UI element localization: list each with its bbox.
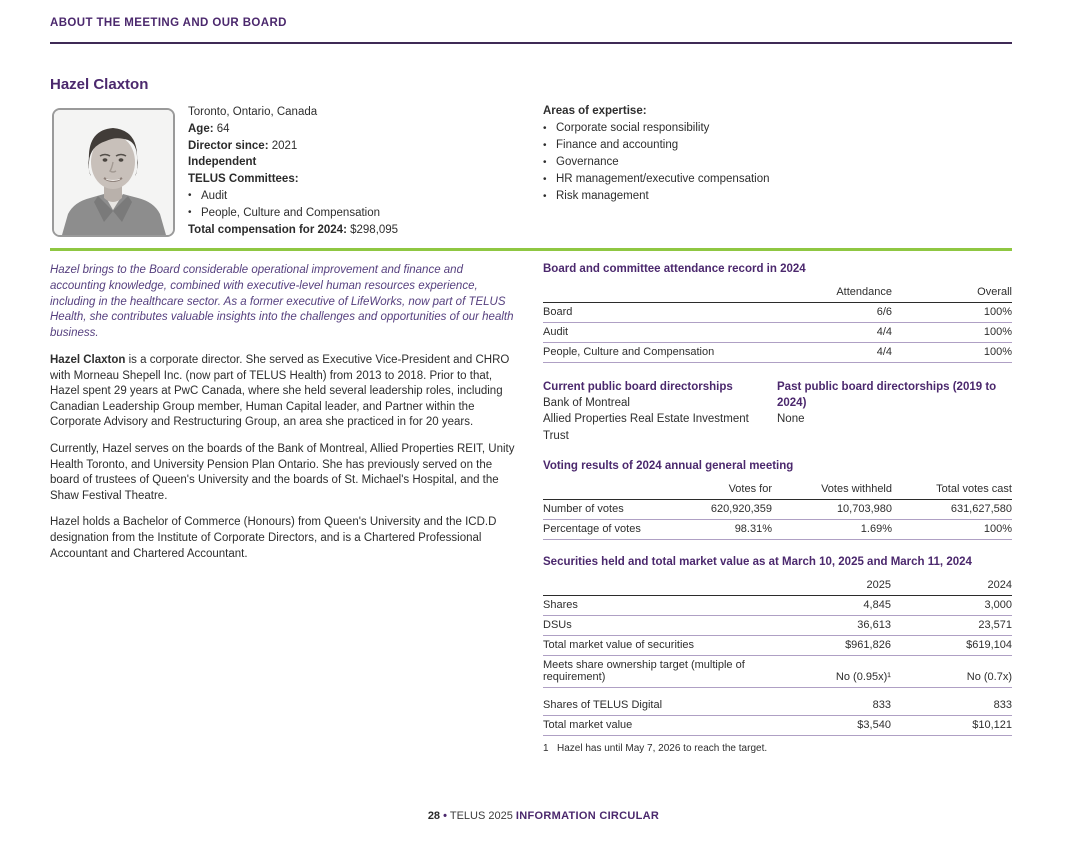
attendance-title: Board and committee attendance record in 2024 [543, 263, 806, 275]
independence: Independent [188, 156, 257, 169]
bullet-icon: • [543, 190, 547, 202]
data-column [543, 263, 1012, 754]
directorship-item: Allied Properties Real Estate Investment Trust [543, 413, 749, 442]
col-2025: 2025 [770, 576, 891, 596]
compensation-line: Total compensation for 2024: $298,095 [188, 223, 399, 236]
location: Toronto, Ontario, Canada [188, 106, 318, 118]
highlight-paragraph: Hazel brings to the Board considerable operational improvement and finance and accounting knowledge, combined with executive-level human resources experience, including in the healthcare sector. As a former executive of LifeWorks, now part of TELUS Health, she contributes valuable insights into the challenges and opportunities of our health business. [50, 264, 514, 340]
footnote-text: Hazel has until May 7, 2026 to reach the target. [557, 743, 768, 755]
director-photo [52, 108, 175, 237]
table-row: Audit 4/4 100% [543, 323, 1012, 343]
director-name: Hazel Claxton [50, 76, 149, 93]
col-votes-withheld: Votes withheld [772, 480, 892, 500]
past-directorships-title: Past public board directorships (2019 to 2024) [777, 381, 997, 410]
header-rule [50, 42, 1012, 44]
past-directorships [777, 379, 1012, 444]
table-header-row [543, 283, 1012, 303]
empty-header [543, 576, 770, 596]
table-row: DSUs 36,613 23,571 [543, 615, 1012, 635]
current-directorships-title: Current public board directorships [543, 381, 733, 393]
empty-header [543, 480, 660, 500]
section-divider-green [50, 248, 1012, 251]
expertise-item: • Corporate social responsibility [543, 121, 973, 138]
table-spacer-row [543, 687, 1012, 696]
table-row: Total market value of securities $961,826 $619,104 [543, 635, 1012, 655]
table-row: Number of votes 620,920,359 10,703,980 631,627,580 [543, 499, 1012, 519]
footnote [543, 743, 1012, 754]
directorship-item: Bank of Montreal [543, 397, 630, 410]
col-votes-for: Votes for [660, 480, 772, 500]
empty-header [543, 283, 772, 303]
current-directorships [543, 379, 777, 444]
col-attendance: Attendance [772, 283, 892, 303]
table-row: Board 6/6 100% [543, 303, 1012, 323]
expertise-label: Areas of expertise: [543, 105, 647, 117]
table-row: Percentage of votes 98.31% 1.69% 100% [543, 519, 1012, 539]
table-row: Shares 4,845 3,000 [543, 595, 1012, 615]
expertise-item: • HR management/executive compensation [543, 172, 973, 189]
footnote-number: 1 [543, 743, 549, 755]
table-row: Meets share ownership target (multiple of requirement) No (0.95x)¹ No (0.7x) [543, 655, 1012, 687]
directorships-block [543, 379, 1012, 444]
table-header-row [543, 576, 1012, 596]
bio-paragraph-1: Hazel Claxton is a corporate director. She served as Executive Vice-President and CHRO with Morneau Shepell Inc. (now part of TELUS Health) from 2013 to 2018. Prior to that, Hazel spent 29 years at PwC Canada, where she held several leadership roles, including Canadian Leadership Group member, Human Capital leader, and Partner within the Corporate Advisory and Restructuring Group, an area she practiced in for 20 years. [50, 353, 510, 429]
bullet-icon: • [543, 173, 547, 185]
bullet-icon: • [543, 140, 547, 152]
areas-of-expertise [543, 104, 973, 205]
expertise-item: • Finance and accounting [543, 138, 973, 155]
age-line: Age: 64 [188, 122, 230, 135]
bio-paragraph-3: Hazel holds a Bachelor of Commerce (Honours) from Queen's University and the ICD.D designation from the Institute of Corporate Directors, and is a Chartered Professional Accountant and Chartered Accountant. [50, 516, 497, 560]
committee-item: • Audit [188, 188, 528, 205]
expertise-item: • Risk management [543, 189, 973, 206]
table-header-row [543, 480, 1012, 500]
running-head: ABOUT THE MEETING AND OUR BOARD [50, 17, 287, 29]
col-overall: Overall [892, 283, 1012, 303]
col-total-votes: Total votes cast [892, 480, 1012, 500]
footer-title: INFORMATION CIRCULAR [515, 810, 660, 822]
portrait-illustration [54, 110, 173, 235]
page-number: 28 [427, 810, 441, 822]
bio-paragraph-2: Currently, Hazel serves on the boards of the Bank of Montreal, Allied Properties REIT, Unity Health Toronto, and University Pension Plan Ontario. She has previously served on the board of trustees of Queen's University and the boards of St. Michael's Hospital, and the Shaw Festival Theatre. [50, 442, 515, 502]
page-footer [0, 810, 1087, 822]
attendance-table [543, 283, 1012, 363]
bullet-icon: • [543, 123, 547, 135]
since-line: Director since: 2021 [188, 139, 298, 152]
table-row: Shares of TELUS Digital 833 833 [543, 696, 1012, 716]
bullet-icon: • [543, 157, 547, 168]
directorship-item: None [777, 413, 805, 426]
expertise-item: • Governance [543, 155, 973, 172]
table-row: Total market value $3,540 $10,121 [543, 716, 1012, 736]
securities-title: Securities held and total market value as at March 10, 2025 and March 11, 2024 [543, 555, 972, 568]
voting-title: Voting results of 2024 annual general meeting [543, 459, 794, 472]
voting-table [543, 480, 1012, 540]
committees-label: TELUS Committees: [188, 173, 299, 186]
bullet-icon: • [188, 189, 192, 201]
bullet-icon: • [188, 206, 192, 218]
director-facts [188, 104, 528, 238]
col-2024: 2024 [891, 576, 1012, 596]
footer-prefix: TELUS 2025 [449, 810, 513, 822]
biography-column [50, 263, 516, 573]
table-row: People, Culture and Compensation 4/4 100% [543, 343, 1012, 363]
securities-table [543, 576, 1012, 737]
committee-item: • People, Culture and Compensation [188, 205, 528, 222]
footer-bullet-icon: • [443, 810, 447, 822]
